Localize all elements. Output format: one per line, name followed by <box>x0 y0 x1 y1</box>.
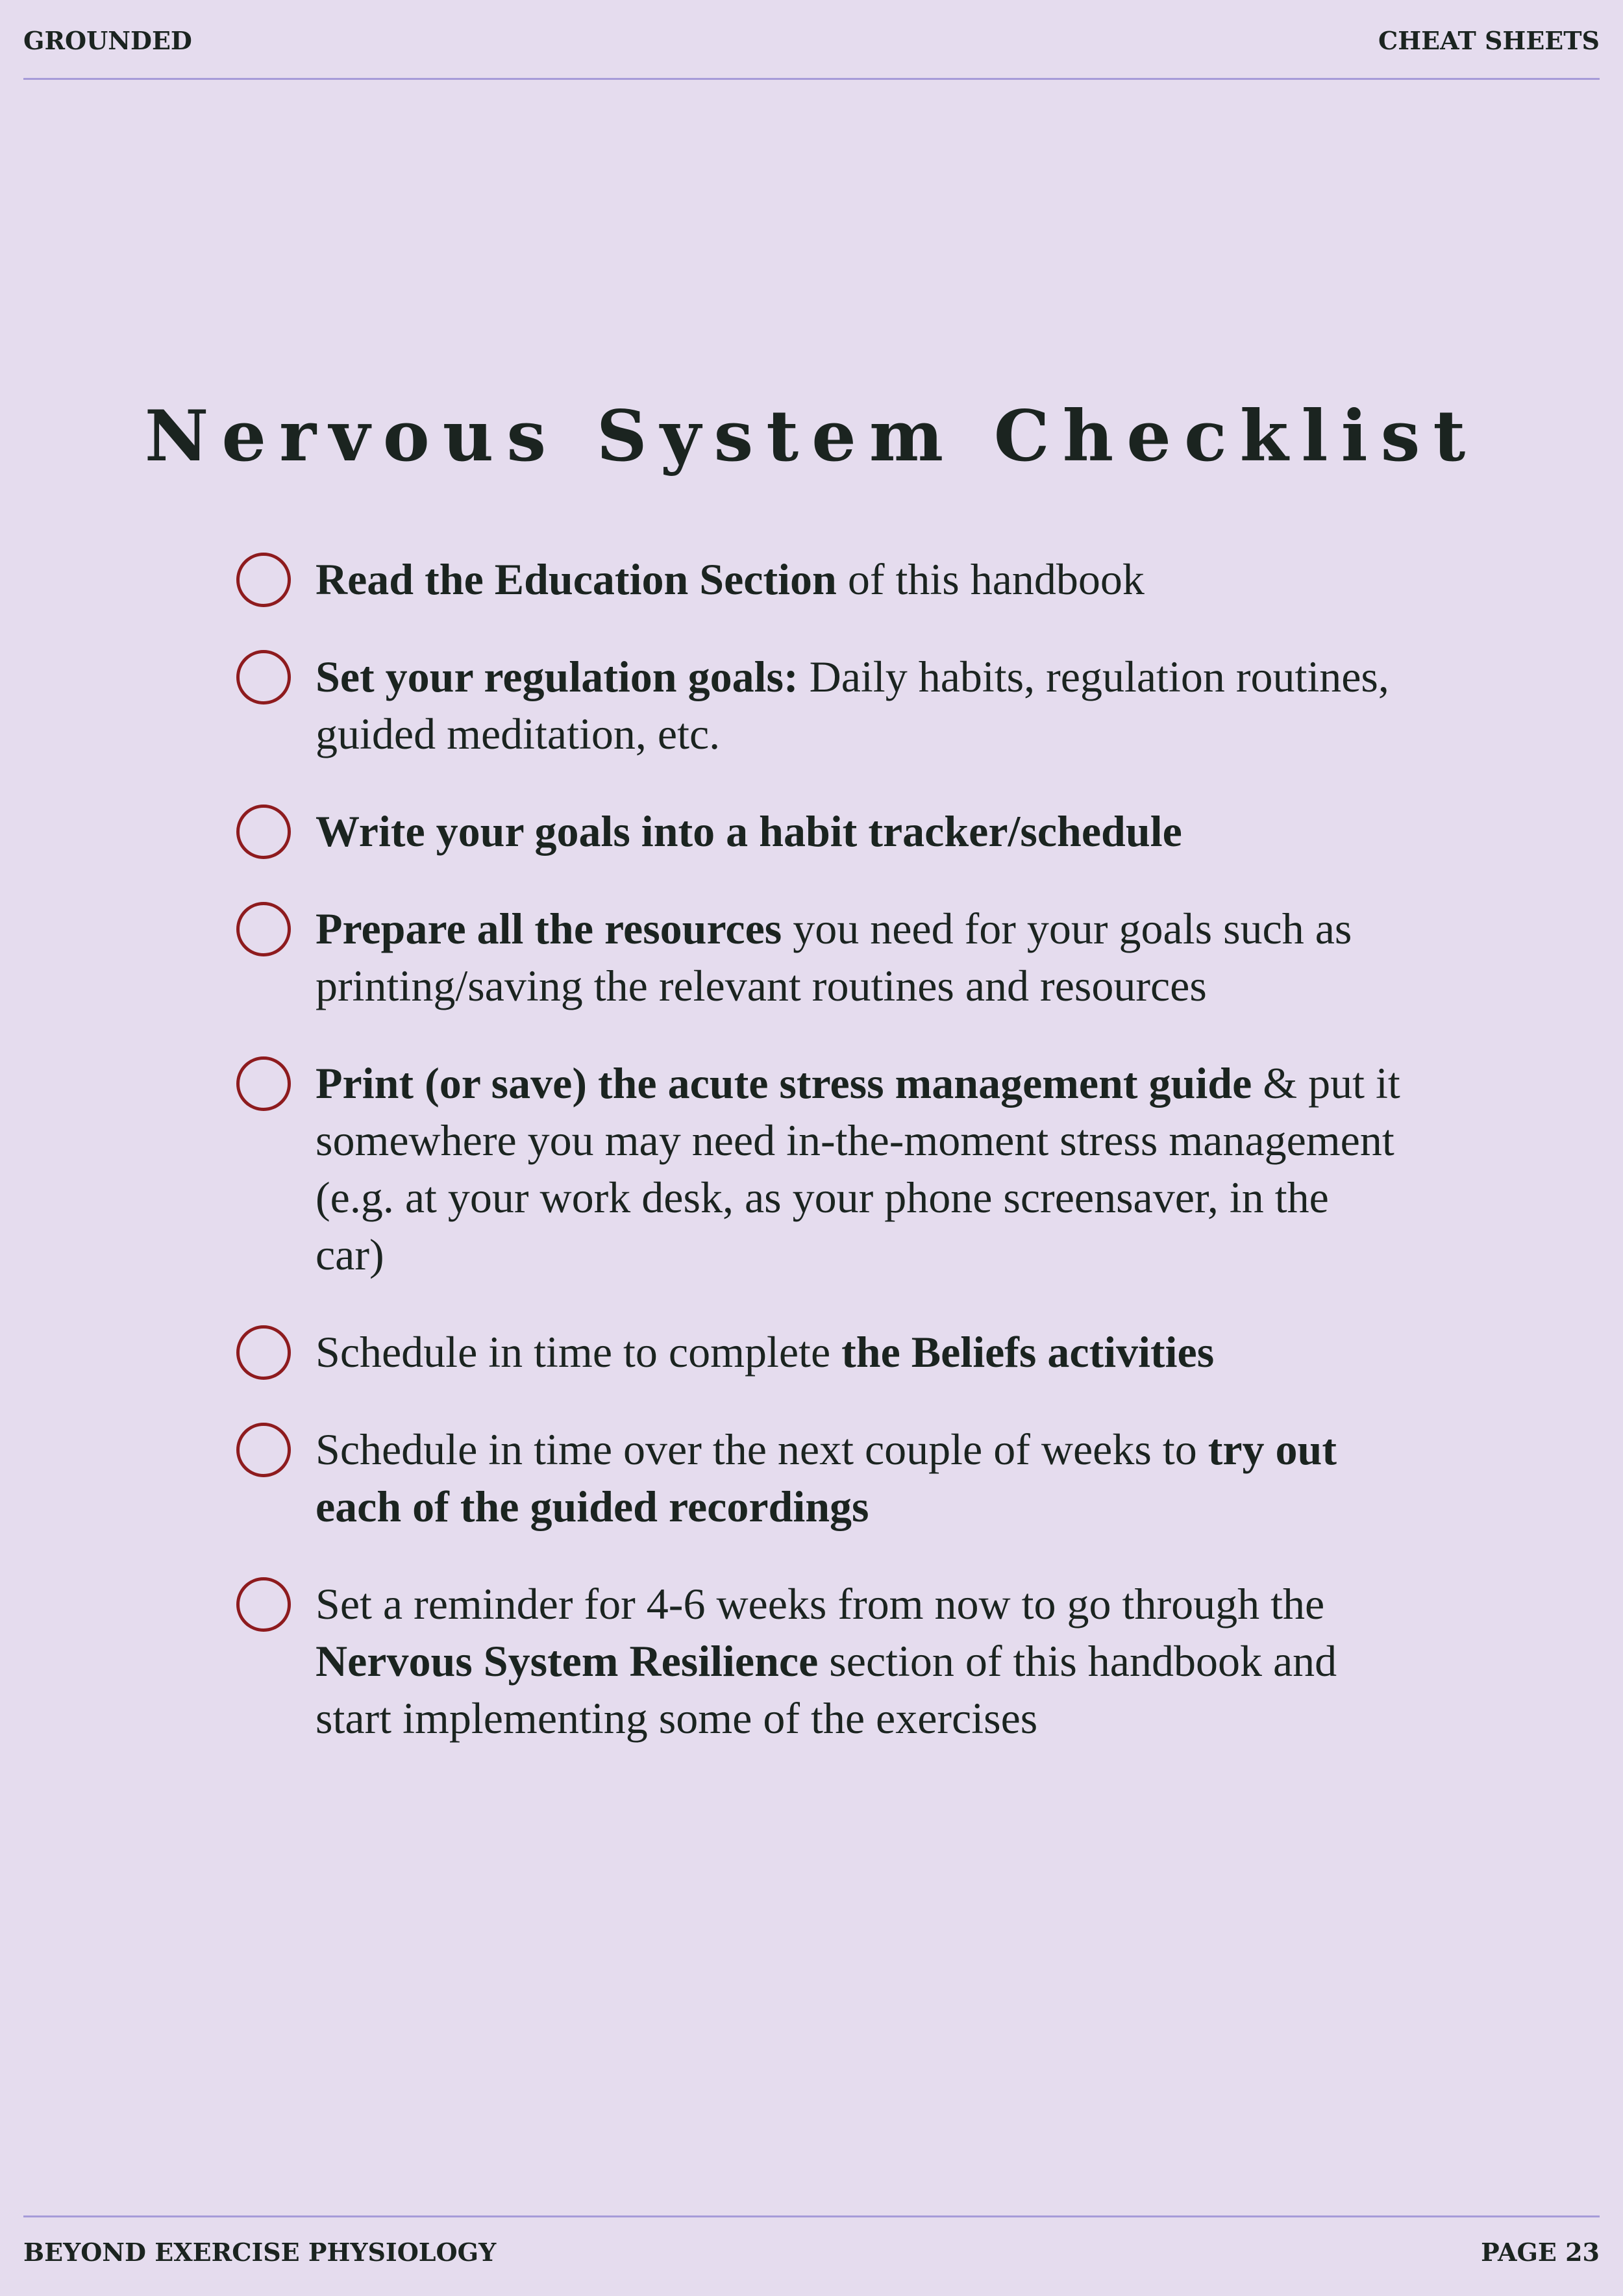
checklist-item-plain-text: section of this handbook and start implementing some of the exercises <box>316 1636 1337 1743</box>
checklist <box>234 551 1402 1787</box>
footer-page-number: PAGE 23 <box>1481 2238 1600 2267</box>
checklist-item-text <box>316 555 1145 604</box>
checklist-item-text <box>316 1058 1400 1279</box>
checklist-item-text <box>316 806 1182 856</box>
checklist-item-bold-text: Print (or save) the acute stress management guide <box>316 1058 1252 1108</box>
checklist-item-plain-text: & put it somewhere you may need in-the-moment stress management (e.g. at your work desk, as your phone screensaver, in the car) <box>316 1058 1400 1279</box>
checklist-item-bold-text: Prepare all the resources <box>316 904 782 953</box>
checklist-item <box>234 1575 1402 1747</box>
checklist-item <box>234 803 1402 860</box>
checklist-item-plain-text: Set a reminder for 4-6 weeks from now to go through the <box>316 1579 1325 1628</box>
checkbox-circle-icon[interactable] <box>236 1423 291 1477</box>
checklist-item-plain-text: of this handbook <box>836 555 1145 604</box>
checklist-item <box>234 551 1402 608</box>
checklist-item <box>234 1323 1402 1380</box>
checkbox-circle-icon[interactable] <box>236 805 291 859</box>
checkbox-circle-icon[interactable] <box>236 1325 291 1380</box>
checkbox-circle-icon[interactable] <box>236 1577 291 1632</box>
footer-brand-name: BEYOND EXERCISE PHYSIOLOGY <box>23 2238 497 2267</box>
page-title: Nervous System Checklist <box>144 395 1479 477</box>
checklist-item-text <box>316 652 1389 758</box>
checklist-item-bold-text: Write your goals into a habit tracker/schedule <box>316 806 1182 856</box>
checklist-item-text <box>316 1579 1337 1743</box>
checklist-item-bold-text: Set your regulation goals: <box>316 652 799 701</box>
header-publication-name: GROUNDED <box>23 26 192 55</box>
page-footer <box>23 2215 1600 2269</box>
checklist-item-bold-text: the Beliefs activities <box>841 1327 1215 1377</box>
checklist-item <box>234 1421 1402 1535</box>
checklist-item-bold-text: try out each of the guided recordings <box>316 1425 1337 1531</box>
header-section-name: CHEAT SHEETS <box>1378 26 1600 55</box>
checklist-item-text <box>316 1425 1337 1531</box>
checklist-item <box>234 900 1402 1014</box>
checklist-item-plain-text: Schedule in time over the next couple of weeks to <box>316 1425 1208 1474</box>
checklist-item <box>234 1054 1402 1283</box>
checklist-item-text <box>316 1327 1214 1377</box>
checklist-item-plain-text: Schedule in time to complete <box>316 1327 842 1377</box>
checkbox-circle-icon[interactable] <box>236 650 291 705</box>
checkbox-circle-icon[interactable] <box>236 553 291 607</box>
checklist-item-plain-text: Daily habits, regulation routines, guided meditation, etc. <box>316 652 1389 758</box>
page-header <box>23 26 1600 80</box>
checklist-item-plain-text: you need for your goals such as printing/saving the relevant routines and resources <box>316 904 1352 1010</box>
checklist-item <box>234 648 1402 762</box>
checkbox-circle-icon[interactable] <box>236 902 291 956</box>
checkbox-circle-icon[interactable] <box>236 1056 291 1111</box>
checklist-item-text <box>316 904 1352 1010</box>
checklist-item-bold-text: Nervous System Resilience <box>316 1636 819 1686</box>
checklist-item-bold-text: Read the Education Section <box>316 555 837 604</box>
